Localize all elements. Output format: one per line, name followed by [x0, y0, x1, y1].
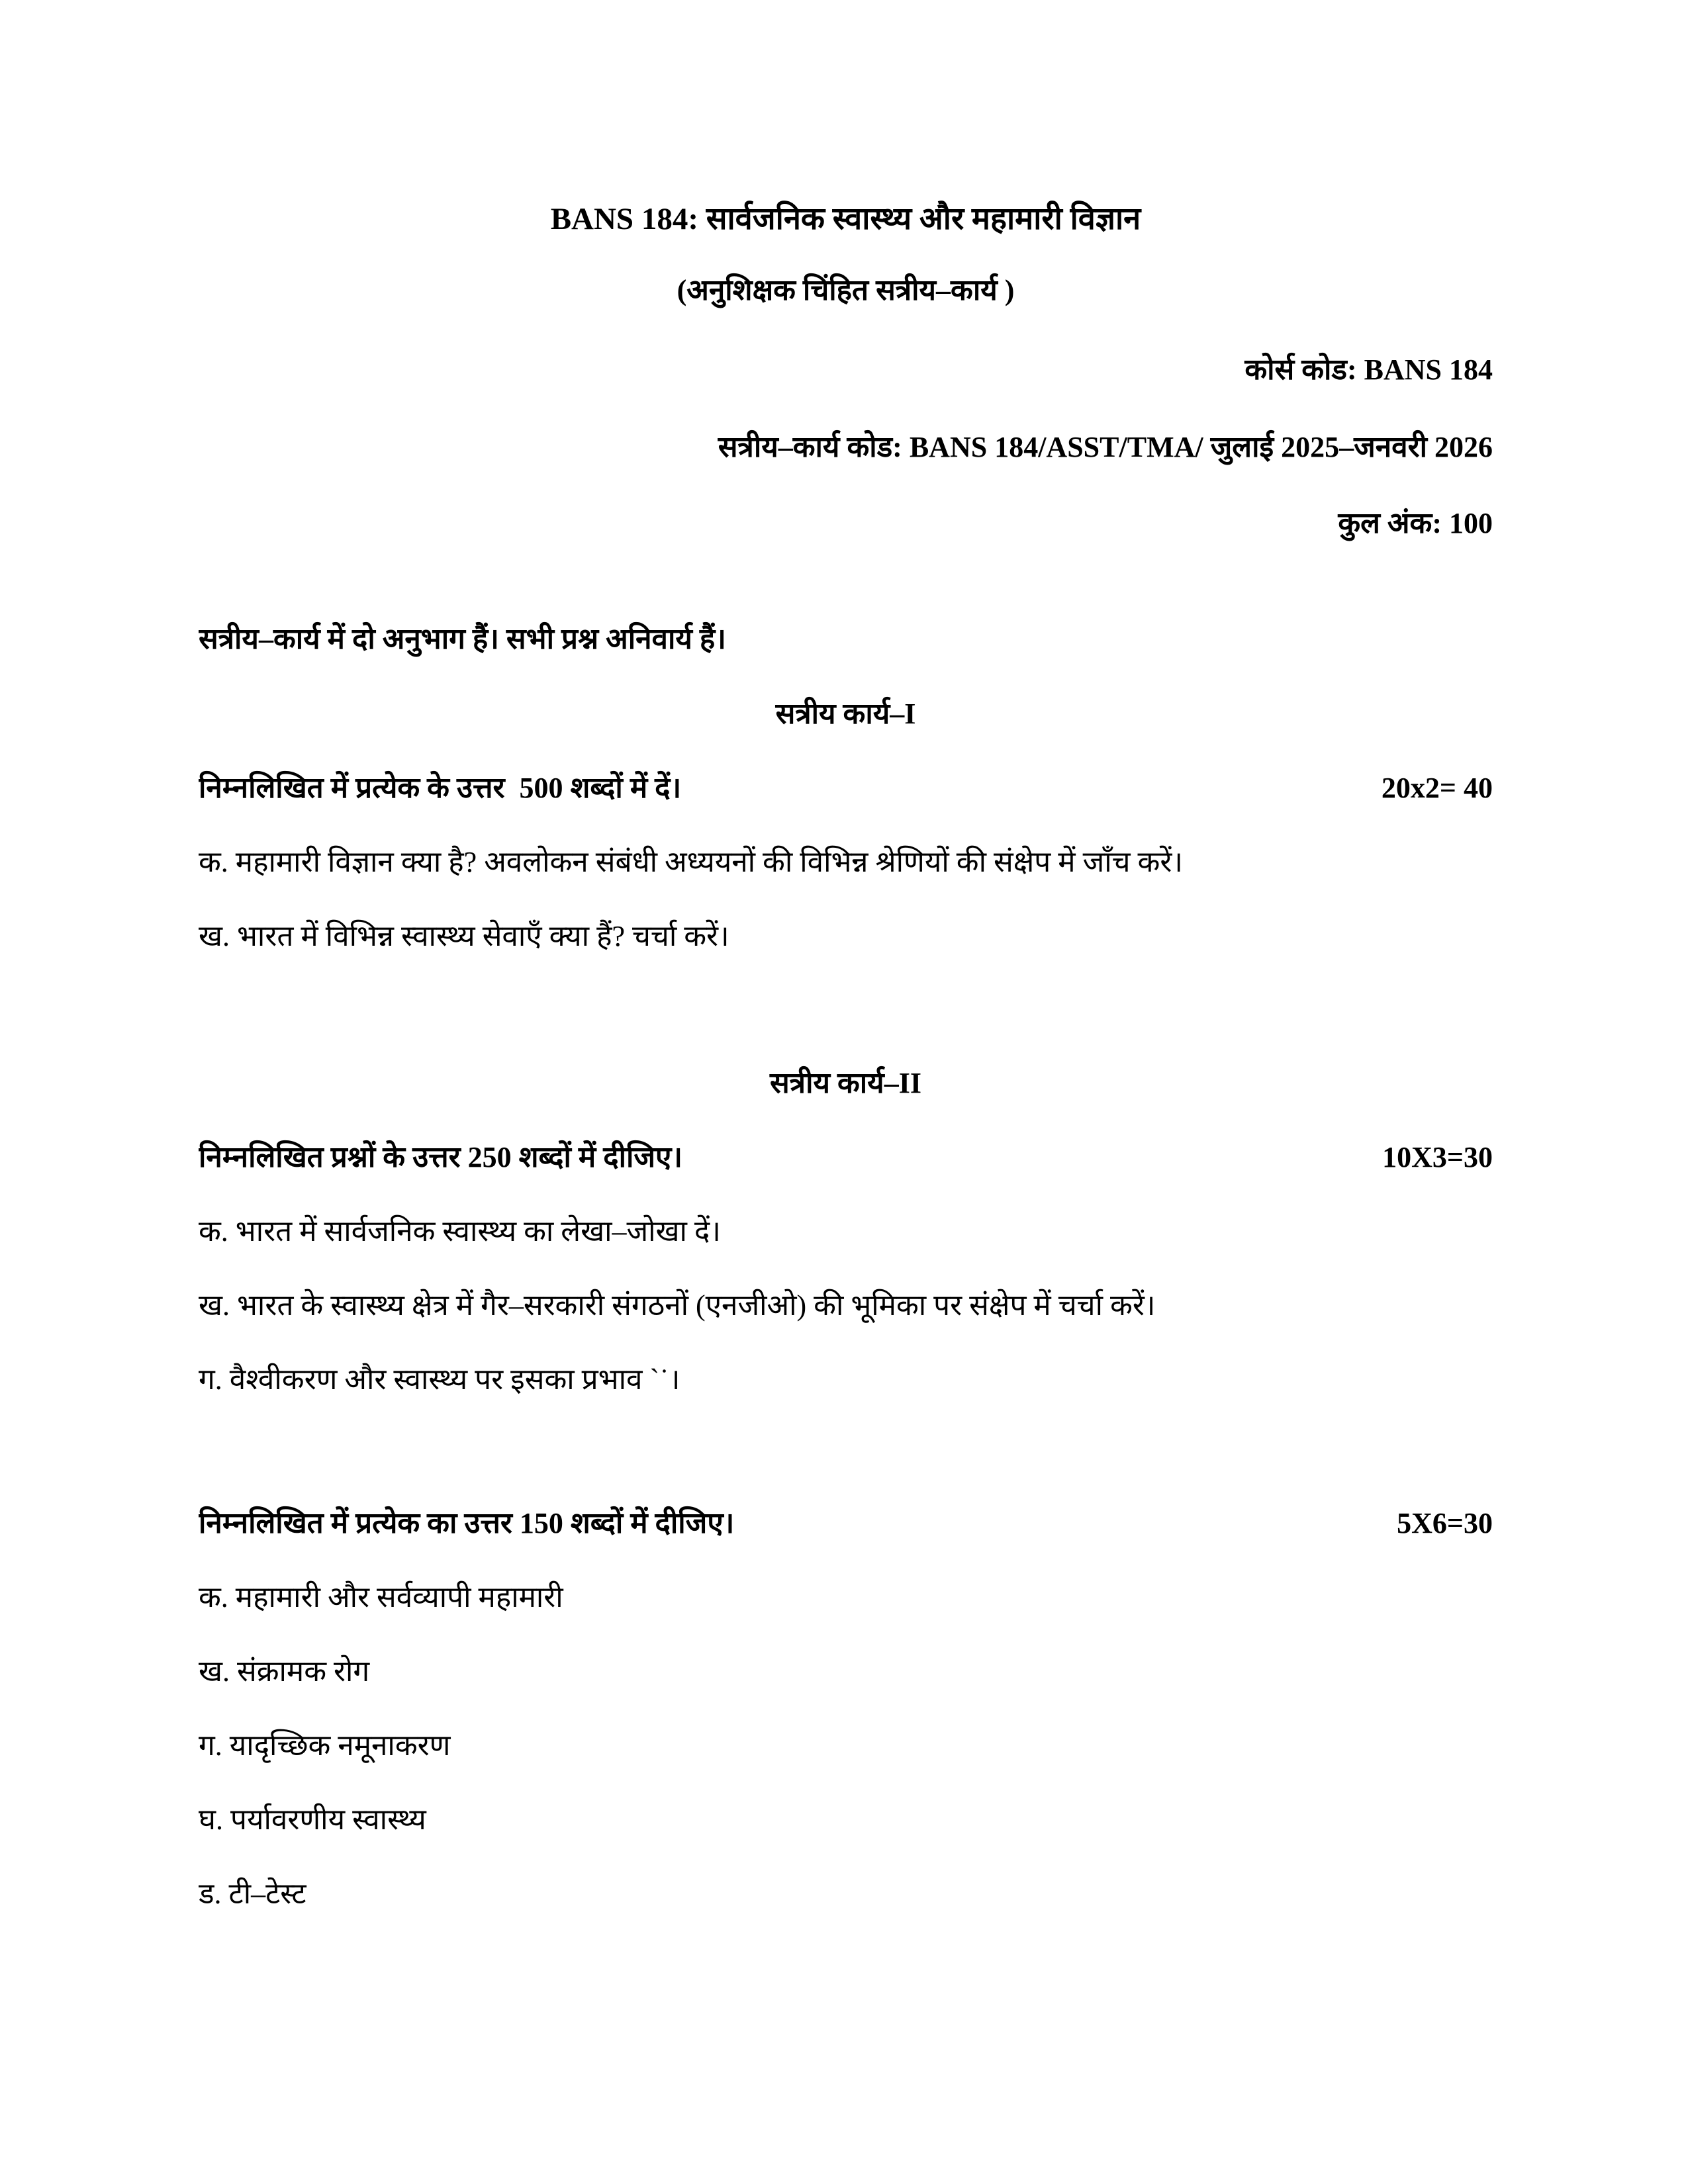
section-assignment-2: [199, 1063, 1493, 1400]
question-3a: क. महामारी और सर्वव्यापी महामारी: [199, 1581, 563, 1614]
section-3-instruction: निम्नलिखित में प्रत्येक का उत्तर 150 शब्दों में दीजिए।: [199, 1507, 735, 1539]
question-3c: ग. यादृच्छिक नमूनाकरण: [199, 1729, 451, 1762]
section-2-heading: सत्रीय कार्य–II: [770, 1067, 921, 1099]
section-3-marks: 5X6=30: [1397, 1507, 1493, 1539]
section-2-instruction: निम्नलिखित प्रश्नों के उत्तर 250 शब्दों में दीजिए।: [199, 1141, 683, 1173]
document-title: BANS 184: सार्वजनिक स्वास्थ्य और महामारी विज्ञान: [550, 202, 1141, 236]
course-code-line: कोर्स कोड: BANS 184: [1244, 353, 1493, 386]
section-2-instruction-row: [199, 1137, 1493, 1178]
question-1b: ख. भारत में विभिन्न स्वास्थ्य सेवाएँ क्या हैं? चर्चा करें।: [199, 920, 729, 952]
assignment-code-line: सत्रीय–कार्य कोड: BANS 184/ASST/TMA/ जुलाई 2025–जनवरी 2026: [718, 431, 1493, 463]
question-3d: घ. पर्यावरणीय स्वास्थ्य: [199, 1803, 426, 1836]
section-2-marks: 10X3=30: [1382, 1141, 1493, 1173]
question-2c: ग. वैश्वीकरण और स्वास्थ्य पर इसका प्रभाव ˋ˙।: [199, 1363, 680, 1396]
general-instruction: सत्रीय–कार्य में दो अनुभाग हैं। सभी प्रश्न अनिवार्य हैं।: [199, 623, 726, 655]
document-content: [199, 0, 1493, 1915]
section-1-heading: सत्रीय कार्य–I: [775, 698, 916, 730]
section-assignment-2-short-notes: [199, 1503, 1493, 1915]
document-subtitle: (अनुशिक्षक चिंहित सत्रीय–कार्य ): [677, 274, 1015, 306]
section-3-instruction-row: [199, 1503, 1493, 1544]
section-1-instruction-row: [199, 768, 1493, 809]
question-3b: ख. संक्रामक रोग: [199, 1655, 370, 1688]
question-3e: ड. टी–टेस्ट: [199, 1878, 306, 1910]
question-2a: क. भारत में सार्वजनिक स्वास्थ्य का लेखा–जोखा दें।: [199, 1215, 721, 1248]
section-1-marks: 20x2= 40: [1381, 772, 1493, 804]
section-assignment-1: [199, 694, 1493, 957]
question-2b: ख. भारत के स्वास्थ्य क्षेत्र में गैर–सरकारी संगठनों (एनजीओ) की भूमिका पर संक्षेप में चर्चा करें।: [199, 1289, 1156, 1322]
question-1a: क. महामारी विज्ञान क्या है? अवलोकन संबंधी अध्ययनों की विभिन्न श्रेणियों की संक्षेप में जाँच करें।: [199, 846, 1184, 878]
total-marks-line: कुल अंक: 100: [1338, 507, 1493, 539]
section-1-instruction: निम्नलिखित में प्रत्येक के उत्तर 500 शब्दों में दें।: [199, 772, 682, 804]
